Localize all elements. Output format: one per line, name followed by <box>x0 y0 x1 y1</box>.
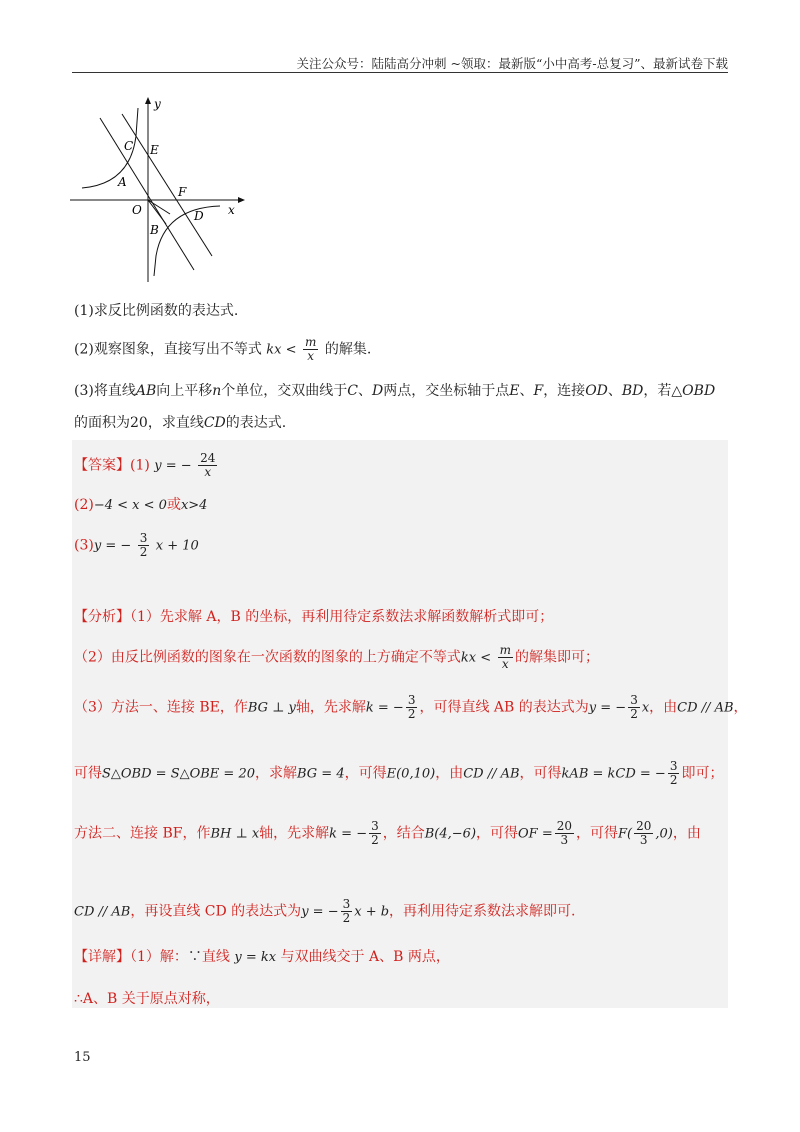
label-O: O <box>132 203 142 217</box>
analysis-6: CD // AB，再设直线 CD 的表达式为y = − $\frac{3}{2}$ x + b，再利用待定系数法求解即可. <box>74 897 576 925</box>
page-number: 15 <box>74 1050 91 1065</box>
analysis-5: 方法二、连接 BF，作BH ⊥ x轴，先求解k = − $\frac{3}{2}$ ，结合B(4,−6)，可得OF = $\frac{20}{3}$ ，可得F( $\frac{20}{3}$ ,0)，由 <box>74 819 701 847</box>
label-A: A <box>118 175 127 189</box>
label-B: B <box>150 223 159 237</box>
analysis-tag: 【分析】 <box>74 609 130 625</box>
answer-2: (2)−4 < x < 0或x>4 <box>74 497 208 513</box>
analysis-4: 可得S△OBD = S△OBE = 20，求解BG = 4，可得E(0,10)，由CD // AB，可得kAB = kCD = − $\frac{3}{2}$ 即可； <box>74 759 724 787</box>
analysis-1: 【分析】（1）先求解 A，B 的坐标，再利用待定系数法求解函数解析式即可； <box>74 609 554 625</box>
label-E: E <box>150 143 159 157</box>
analysis-3: （3）方法一、连接 BE，作BG ⊥ y轴，先求解k = − $\frac{3}{2}$ ，可得直线 AB 的表达式为y = − $\frac{3}{2}$ x，由CD // AB， <box>74 693 748 721</box>
label-F: F <box>178 185 187 199</box>
graph-figure <box>70 96 250 286</box>
question-1: (1)求反比例函数的表达式. <box>74 303 239 319</box>
detail-1: 【详解】（1）解：∵直线 y = kx 与双曲线交于 A、B 两点， <box>74 949 450 965</box>
detail-tag: 【详解】 <box>74 949 130 965</box>
question-3-line2: 的面积为20，求直线CD的表达式. <box>74 415 287 431</box>
label-x: x <box>228 203 235 217</box>
page-header <box>72 52 728 73</box>
detail-2: ∴A、B 关于原点对称， <box>74 991 220 1007</box>
answer-1: 【答案】(1) y = − $\frac{24}{x}$ <box>74 451 216 479</box>
analysis-2: （2）由反比例函数的图象在一次函数的图象的上方确定不等式kx < $\frac{m}{x}$ 的解集即可； <box>74 643 599 671</box>
header-text: 关注公众号：陆陆高分冲刺 ~领取：最新版“小中高考-总复习”、最新试卷下载 <box>296 56 728 71</box>
label-C: C <box>124 139 134 153</box>
answer-tag: 【答案】 <box>74 457 130 474</box>
answer-3: (3)y = − $\frac{3}{2}$ x + 10 <box>74 531 199 559</box>
fraction-m-over-x: $\frac{m}{x}$ <box>304 335 317 363</box>
label-y: y <box>154 97 161 111</box>
label-D: D <box>194 209 204 223</box>
question-3-line1: (3)将直线AB向上平移n个单位，交双曲线于C、D两点，交坐标轴于点E、F，连接OD、BD，若△OBD <box>74 383 716 399</box>
question-2: (2)观察图象，直接写出不等式 kx < $\frac{m}{x}$ 的解集. <box>74 335 372 363</box>
